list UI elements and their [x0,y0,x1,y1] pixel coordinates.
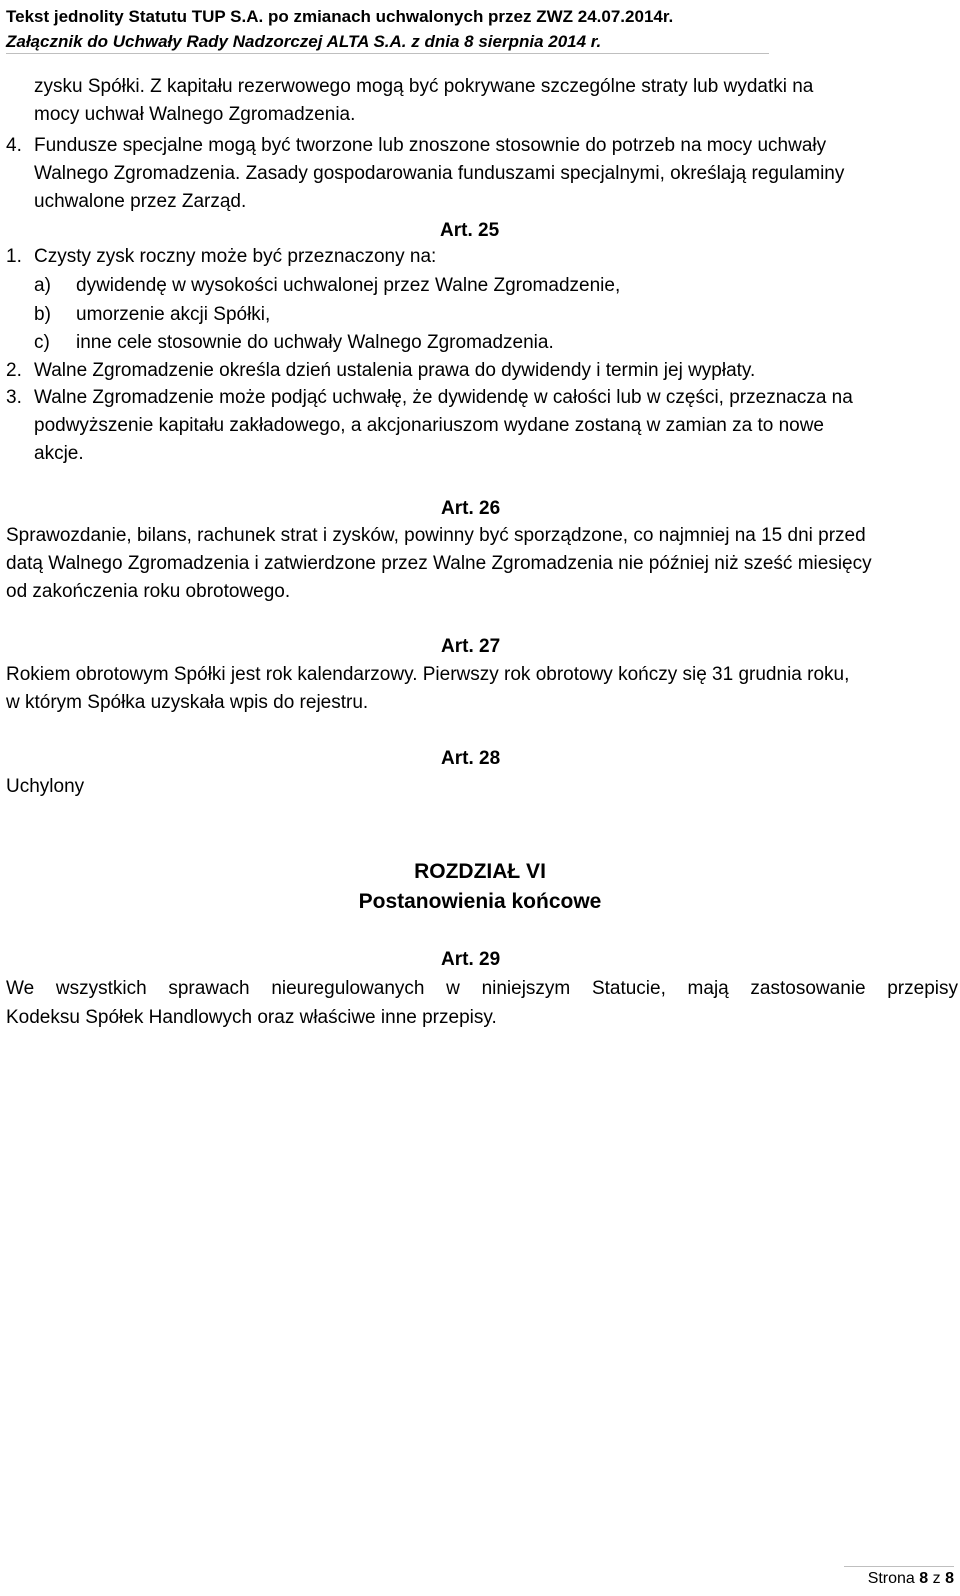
art25-p3-line-1: Walne Zgromadzenie może podjąć uchwałę, że dywidendę w całości lub w części, przeznacza na [34,387,853,408]
page-number-current: 8 [919,1570,929,1587]
page-number [868,1568,954,1590]
article-29-line-2: Kodeksu Spółek Handlowych oraz właściwe inne przepisy. [6,1007,497,1028]
article-27-title: Art. 27 [441,636,501,657]
art25-p1-number: 1. [6,246,22,267]
article-29-title: Art. 29 [441,949,501,970]
document-header [6,4,673,54]
footer-divider [844,1566,954,1567]
header-attachment-note: Załącznik do Uchwały Rady Nadzorczej ALTA S.A. z dnia 8 sierpnia 2014 r. [6,32,602,51]
word: Statucie, [591,978,688,999]
art25-p2-number: 2. [6,360,22,381]
article-25-title: Art. 25 [440,220,500,241]
word: We [6,978,56,999]
article-28-text: Uchylony [6,776,85,797]
word: zastosowanie [750,978,888,999]
header-title: Tekst jednolity Statutu TUP S.A. po zmianach uchwalonych przez ZWZ 24.07.2014r. [6,7,674,26]
header-divider [6,53,769,54]
article-27-line-1: Rokiem obrotowym Spółki jest rok kalendarzowy. Pierwszy rok obrotowy kończy się 31 grudnia roku, [6,664,850,685]
chapter-title: ROZDZIAŁ VI [414,860,546,883]
word: przepisy [887,978,958,999]
article-26-line-2: datą Walnego Zgromadzenia i zatwierdzone przez Walne Zgromadzenia nie później niż sześć miesięcy [6,553,872,574]
article-26-line-3: od zakończenia roku obrotowego. [6,581,291,602]
art25-p3-line-3: akcje. [34,443,84,464]
paragraph-4-line-1: Fundusze specjalne mogą być tworzone lub znoszone stosownie do potrzeb na mocy uchwały [34,135,827,156]
word: niniejszym [481,978,592,999]
article-29-line-1 [6,975,958,1002]
word: w [446,978,482,999]
page-number-prefix: Strona [867,1570,915,1587]
article-27-line-2: w którym Spółka uzyskała wpis do rejestru. [6,692,369,713]
art25-p3-number: 3. [6,387,22,408]
page-number-separator: z [932,1570,941,1587]
article-26-title: Art. 26 [441,498,501,519]
list-item-a-marker: a) [34,275,51,296]
paragraph-4-line-3: uchwalone przez Zarząd. [34,191,247,212]
art25-p2-text: Walne Zgromadzenie określa dzień ustalenia prawa do dywidendy i termin jej wypłaty. [34,360,756,381]
art25-p1-text: Czysty zysk roczny może być przeznaczony na: [34,246,437,267]
word: wszystkich [55,978,169,999]
word: nieuregulowanych [271,978,447,999]
article-26-line-1: Sprawozdanie, bilans, rachunek strat i zysków, powinny być sporządzone, co najmniej na 15 dni przed [6,525,866,546]
chapter-subtitle: Postanowienia końcowe [358,890,602,913]
art25-p3-line-2: podwyższenie kapitału zakładowego, a akcjonariuszom wydane zostaną w zamian za to nowe [34,415,824,436]
list-item-c-marker: c) [34,332,50,353]
word: mają [687,978,751,999]
list-item-a: dywidendę w wysokości uchwalonej przez Walne Zgromadzenie, [76,275,621,296]
intro-line-1: zysku Spółki. Z kapitału rezerwowego mogą być pokrywane szczególne straty lub wydatki na [34,76,814,97]
paragraph-4-number: 4. [6,135,22,156]
word: sprawach [168,978,272,999]
paragraph-4-line-2: Walnego Zgromadzenia. Zasady gospodarowania funduszami specjalnymi, określają regulaminy [34,163,845,184]
list-item-b-marker: b) [34,304,51,325]
page-number-total: 8 [945,1570,954,1587]
article-28-title: Art. 28 [441,748,501,769]
list-item-b: umorzenie akcji Spółki, [76,304,271,325]
list-item-c: inne cele stosownie do uchwały Walnego Zgromadzenia. [76,332,554,353]
intro-line-2: mocy uchwał Walnego Zgromadzenia. [34,104,356,125]
